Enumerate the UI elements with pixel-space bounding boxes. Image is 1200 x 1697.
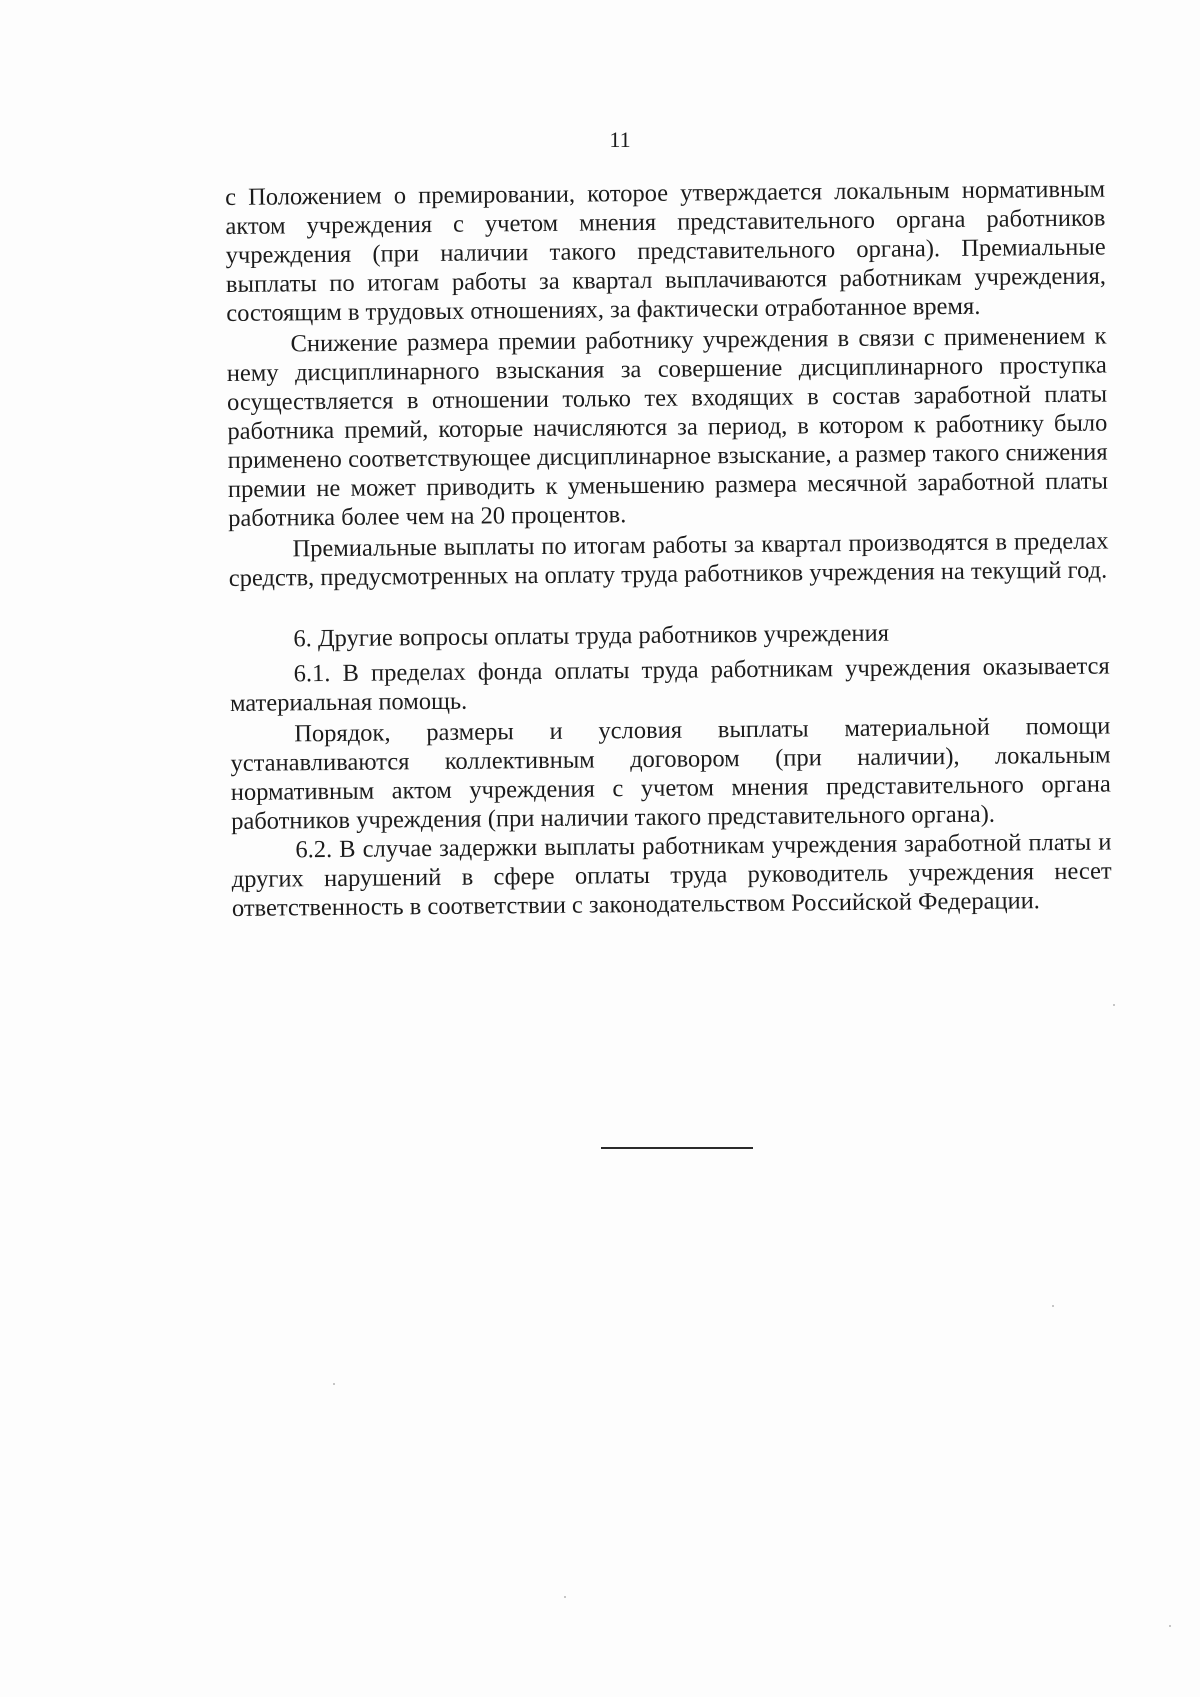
scan-speck [1169,1625,1171,1627]
document-body [225,175,1112,923]
paragraph-bonus-regulation: с Положением о премировании, которое утверждается локальным нормативным актом учреждения с учетом мнения представительного органа работников учреждения (при наличии такого представительного органа). Премиальные выплаты по итогам работы за квартал выплачиваются работникам учреждения, состоящим в трудовых отношениях, за фактически отработанное время. [225,175,1107,327]
scan-speck [1052,1305,1054,1307]
scan-speck [333,1383,335,1385]
scan-speck [1113,1004,1115,1006]
section-heading: 6. Другие вопросы оплаты труда работников учреждения [293,619,890,653]
scan-speck [564,1596,566,1598]
paragraph-6-2: 6.2. В случае задержки выплаты работникам учреждения заработной платы и других нарушений в сфере оплаты труда руководитель учреждения несет ответственность в соответствии с законодательством Российской Федерации. [231,828,1112,922]
paragraph-quarterly-bonus: Премиальные выплаты по итогам работы за квартал производятся в пределах средств, предусмотренных на оплату труда работников учреждения на текущий год. [228,527,1109,592]
paragraph-6-1: 6.1. В пределах фонда оплаты труда работникам учреждения оказывается материальная помощь. [229,652,1110,717]
end-of-text-rule [601,1147,753,1149]
paragraph-material-aid-procedure: Порядок, размеры и условия выплаты материальной помощи устанавливаются коллективным договором (при наличии), локальным нормативным актом учреждения с учетом мнения представительного органа работников учреждения (при наличии такого представительного органа). [230,712,1111,835]
paragraph-bonus-reduction: Снижение размера премии работнику учреждения в связи с применением к нему дисциплинарного взыскания за совершение дисциплинарного проступка осуществляется в отношении только тех входящих в состав заработной платы работника премий, которые начисляются за период, в котором к работнику было применено соответствующее дисциплинарное взыскание, а размер такого снижения премии не может приводить к уменьшению размера месячной заработной платы работника более чем на 20 процентов. [226,322,1109,532]
page-number: 11 [609,127,631,152]
